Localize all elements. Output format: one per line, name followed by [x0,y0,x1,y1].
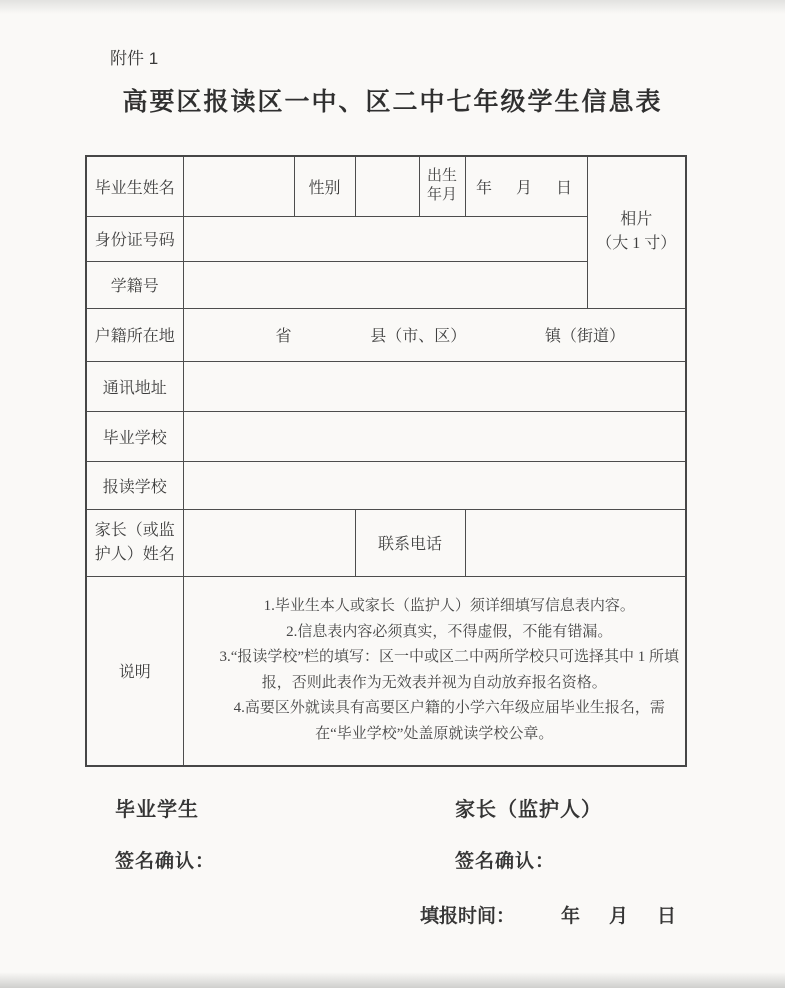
fill-date-value: 年 月 日 [561,906,682,927]
field-value-gender [355,156,419,216]
guardian-sign-label: 签名确认： [455,851,556,872]
note-line-2: 2.信息表内容必须真实，不得虚假，不能有错漏。 [286,623,613,640]
note-line-4: 4.高要区外就读具有高要区户籍的小学六年级应届毕业生报名，需在“毕业学校”处盖原就读学校公章。 [233,700,665,742]
field-label-birth-date: 出生年月 [419,156,465,216]
field-value-birth-date: 年 月 日 [465,156,587,216]
field-value-graduate-school [183,411,686,461]
note-line-3: 3.“报读学校”栏的填写：区一中或区二中两所学校只可选择其中 1 所填报，否则此表作为无效表并视为自动放弃报名资格。 [219,649,680,691]
scan-edge-artifact-top [0,0,785,14]
field-label-graduate-name: 毕业生姓名 [86,156,183,216]
note-line-1: 1.毕业生本人或家长（监护人）须详细填写信息表内容。 [263,598,635,615]
fill-date-label: 填报时间： [420,906,516,927]
student-info-table [85,155,687,767]
field-label-id-number: 身份证号码 [86,216,183,261]
field-label-gender: 性别 [294,156,355,216]
field-label-graduate-school: 毕业学校 [86,411,183,461]
attachment-label: 附件 1 [110,49,159,68]
field-label-apply-school: 报读学校 [86,461,183,509]
household-province-label: 省 [275,328,292,345]
photo-label-line1: 相片 [620,211,653,229]
photo-box [587,156,686,308]
field-label-household-location: 户籍所在地 [86,308,183,361]
field-value-apply-school [183,461,686,509]
field-value-household-location [183,308,686,361]
household-county-label: 县（市、区） [370,328,467,345]
notes-cell [183,576,686,766]
field-value-student-id [183,261,587,308]
field-label-notes: 说明 [86,576,183,766]
fill-date-row [420,901,681,928]
field-value-guardian-name [183,509,355,576]
field-value-contact-phone [465,509,686,576]
field-label-mailing-address: 通讯地址 [86,361,183,411]
field-value-graduate-name [183,156,294,216]
field-label-student-id: 学籍号 [86,261,183,308]
field-label-guardian-name: 家长（或监护人）姓名 [86,509,183,576]
scan-edge-artifact-bottom [0,972,785,988]
household-town-label: 镇（街道） [544,328,625,345]
field-value-mailing-address [183,361,686,411]
student-sign-label: 签名确认： [115,851,216,872]
student-sign-title: 毕业学生 [115,799,199,821]
field-label-contact-phone: 联系电话 [355,509,465,576]
form-title: 高要区报读区一中、区二中七年级学生信息表 [122,88,663,116]
guardian-sign-title: 家长（监护人） [455,799,602,821]
photo-label-line2: （大 1 寸） [596,235,677,253]
field-value-id-number [183,216,587,261]
